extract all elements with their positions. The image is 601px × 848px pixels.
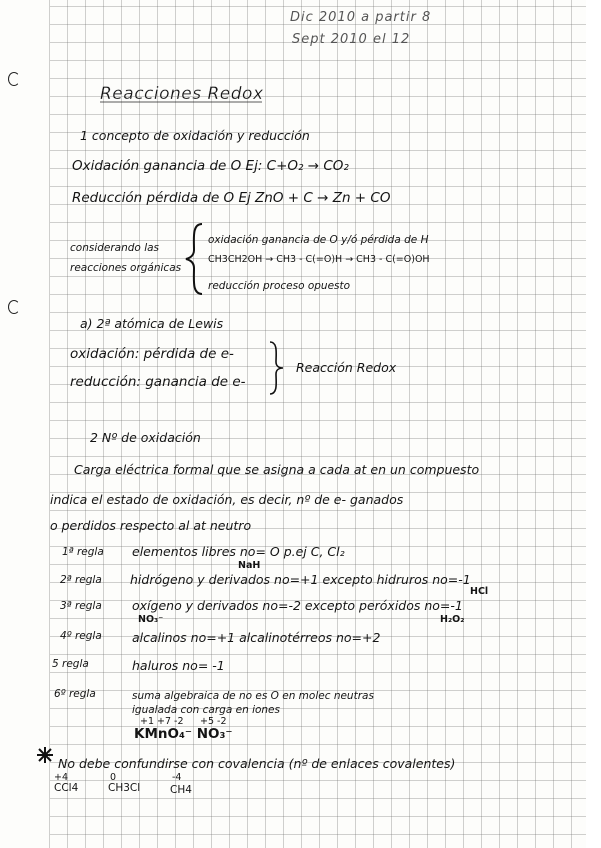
header-date-2: Sept 2010 el 12 <box>292 32 411 47</box>
rule-number: 2ª regla <box>60 574 102 586</box>
rule-2-note-hcl: HCl <box>470 586 489 597</box>
asterisk-icon <box>36 746 54 764</box>
footnote-ex1: CCl4 <box>54 782 79 794</box>
footnote-covalence: No debe confundirse con covalencia (nº de enlaces covalentes) <box>58 756 456 771</box>
rule-number: 6º regla <box>54 688 96 700</box>
section-1-heading: 1 concepto de oxidación y reducción <box>80 128 310 143</box>
example-charges-no3: +5 -2 <box>200 716 227 727</box>
rule-text: elementos libres no= O p.ej C, Cl₂ <box>132 544 345 559</box>
organic-label-2: reacciones orgánicas <box>70 262 182 274</box>
footnote-ex1-oxidation: +4 <box>54 772 69 783</box>
lewis-oxidation: oxidación: pérdida de e- <box>70 346 234 362</box>
rule-number: 1ª regla <box>62 546 104 558</box>
footnote-ex2: CH3Cl <box>108 782 141 794</box>
binder-hole <box>8 72 20 86</box>
ox-number-paragraph-2: indica el estado de oxidación, es decir, nº de e- ganados <box>50 492 404 507</box>
rule-text: alcalinos no=+1 alcalinotérreos no=+2 <box>132 630 381 645</box>
rule-text: oxígeno y derivados no=-2 excepto peróxidos no=-1 <box>132 598 463 613</box>
rule-text-continued: igualada con carga en iones <box>132 704 280 716</box>
organic-label-1: considerando las <box>70 242 160 254</box>
curly-brace-icon <box>184 222 206 296</box>
rule-number: 3ª regla <box>60 600 102 612</box>
page-title: Reacciones Redox <box>100 84 264 104</box>
examples-kmno4-no3: KMnO₄⁻ NO₃⁻ <box>134 726 233 742</box>
ox-number-paragraph-3: o perdidos respecto al at neutro <box>50 518 252 533</box>
rule-number: 5 regla <box>52 658 89 670</box>
reduction-definition: Reducción pérdida de O Ej ZnO + C → Zn + CO <box>72 190 391 206</box>
redox-reaction-label: Reacción Redox <box>296 360 397 375</box>
rule-text: hidrógeno y derivados no=+1 excepto hidruros no=-1 <box>130 572 471 587</box>
header-date-1: Dic 2010 a partir 8 <box>290 10 432 25</box>
page-margin <box>0 0 50 848</box>
right-curly-brace-icon <box>268 340 286 396</box>
brace-reduction-organic: reducción proceso opuesto <box>208 280 351 292</box>
title-outline-decoration <box>96 80 266 110</box>
footnote-ex2-oxidation: 0 <box>110 772 117 783</box>
rule-3-note-no3: NO₃⁻ <box>138 614 164 625</box>
rule-number: 4º regla <box>60 630 102 642</box>
lewis-reduction: reducción: ganancia de e- <box>70 374 246 390</box>
section-3-heading: 2 Nº de oxidación <box>90 430 201 445</box>
rule-3-note-h2o2: H₂O₂ <box>440 614 465 625</box>
ox-number-paragraph-1: Carga eléctrica formal que se asigna a cada at en un compuesto <box>74 462 480 477</box>
rule-2-note-nah: NaH <box>238 560 261 571</box>
example-charges-kmno4: +1 +7 -2 <box>140 716 184 727</box>
rule-text: suma algebraica de no es O en molec neutras <box>132 690 374 702</box>
oxidation-definition: Oxidación ganancia de O Ej: C+O₂ → CO₂ <box>72 158 349 174</box>
binder-hole <box>8 300 20 314</box>
brace-organic-formula: CH3CH2OH → CH3 - C(=O)H → CH3 - C(=O)OH <box>208 254 430 265</box>
brace-oxidation-organic: oxidación ganancia de O y/ó pérdida de H <box>208 234 429 246</box>
rule-text: haluros no= -1 <box>132 658 225 673</box>
footnote-ex3: CH4 <box>170 784 192 796</box>
section-2-heading: a) 2ª atómica de Lewis <box>80 316 224 331</box>
footnote-ex3-oxidation: -4 <box>172 772 182 783</box>
page-right-edge <box>586 0 601 848</box>
